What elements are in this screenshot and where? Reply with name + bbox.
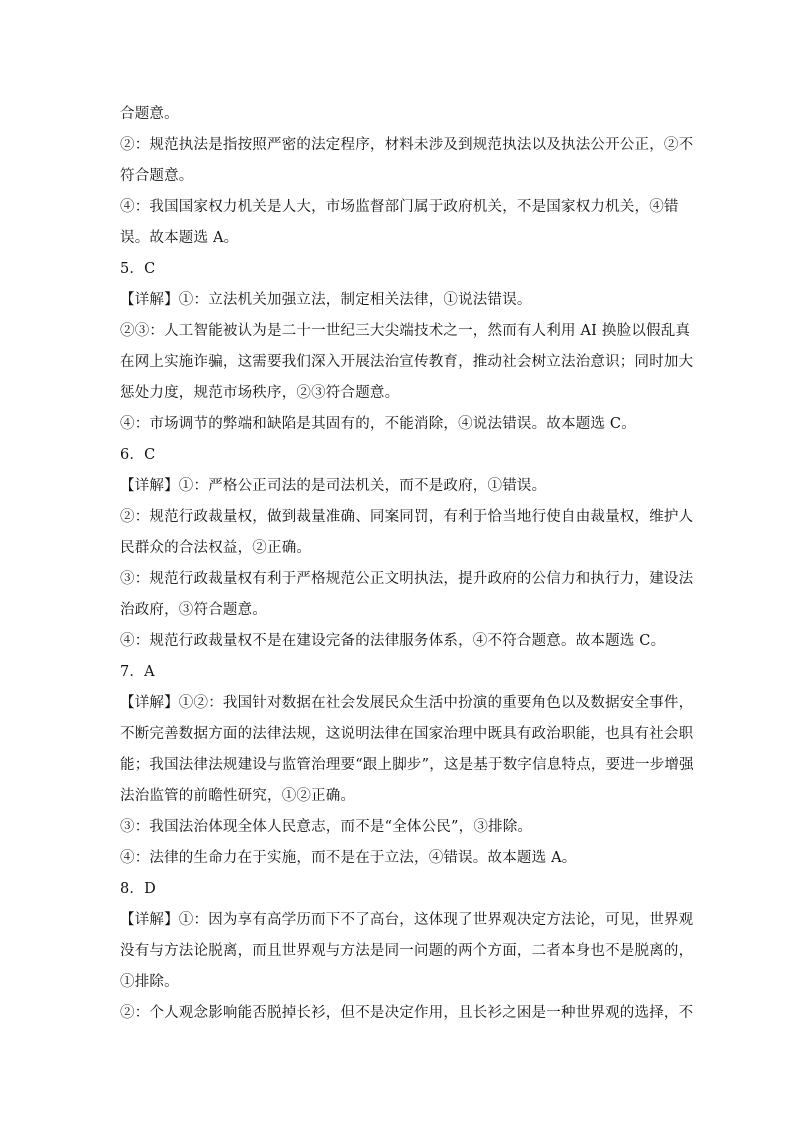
text-line: ②③：人工智能被认为是二十一世纪三大尖端技术之一，然而有人利用 AI 换脸以假乱真 [120,323,691,339]
question-number: 7．A [120,664,155,680]
text-line: 能；我国法律法规建设与监管治理要“跟上脚步”，这是基于数字信息特点，要进一步增强 [120,757,694,773]
text-line: 不断完善数据方面的法律法规，这说明法律在国家治理中既具有政治职能，也具有社会职 [120,726,694,742]
text-line: 在网上实施诈骗，这需要我们深入开展法治宣传教育，推动社会树立法治意识；同时加大 [120,354,694,370]
text-line: 没有与方法论脱离，而且世界观与方法是同一问题的两个方面，二者本身也不是脱离的， [120,943,694,959]
text-line: ①排除。 [120,974,179,990]
text-line: ③：规范行政裁量权有利于严格规范公正文明执法，提升政府的公信力和执行力，建设法 [120,571,694,587]
text-line: 【详解】①②：我国针对数据在社会发展民众生活中扮演的重要角色以及数据安全事件， [120,695,694,711]
text-line: ②：规范执法是指按照严密的法定程序，材料未涉及到规范执法以及执法公开公正，②不 [120,137,694,153]
text-line: 【详解】①：因为享有高学历而下不了高台，这体现了世界观决定方法论，可见，世界观 [120,912,694,928]
text-line: 符合题意。 [120,168,194,184]
text-line: 治政府，③符合题意。 [120,602,267,618]
text-line: 误。故本题选 A。 [120,230,239,246]
text-line: ②：规范行政裁量权，做到裁量准确、同案同罚，有利于恰当地行使自由裁量权，维护人 [120,509,694,525]
text-line: 【详解】①：严格公正司法的是司法机关，而不是政府，①错误。 [120,478,547,494]
text-line: ②：个人观念影响能否脱掉长衫，但不是决定作用，且长衫之困是一种世界观的选择，不 [120,1005,694,1021]
text-line: ④：市场调节的弊端和缺陷是其固有的，不能消除，④说法错误。故本题选 C。 [120,416,636,432]
text-line: 【详解】①：立法机关加强立法，制定相关法律，①说法错误。 [120,292,532,308]
text-line: 惩处力度，规范市场秩序，②③符合题意。 [120,385,400,401]
question-number: 8．D [120,881,156,897]
text-line: 民群众的合法权益，②正确。 [120,540,312,556]
text-line: 合题意。 [120,106,179,122]
text-line: ④：我国国家权力机关是人大，市场监督部门属于政府机关，不是国家权力机关，④错 [120,199,679,215]
question-number: 5．C [120,261,156,277]
text-line: ③：我国法治体现全体人民意志，而不是“全体公民”，③排除。 [120,819,533,835]
text-line: 法治监管的前瞻性研究，①②正确。 [120,788,356,804]
text-line: ④：规范行政裁量权不是在建设完备的法律服务体系，④不符合题意。故本题选 C。 [120,633,666,649]
text-line: ④：法律的生命力在于实施，而不是在于立法，④错误。故本题选 A。 [120,850,577,866]
question-number: 6．C [120,447,156,463]
